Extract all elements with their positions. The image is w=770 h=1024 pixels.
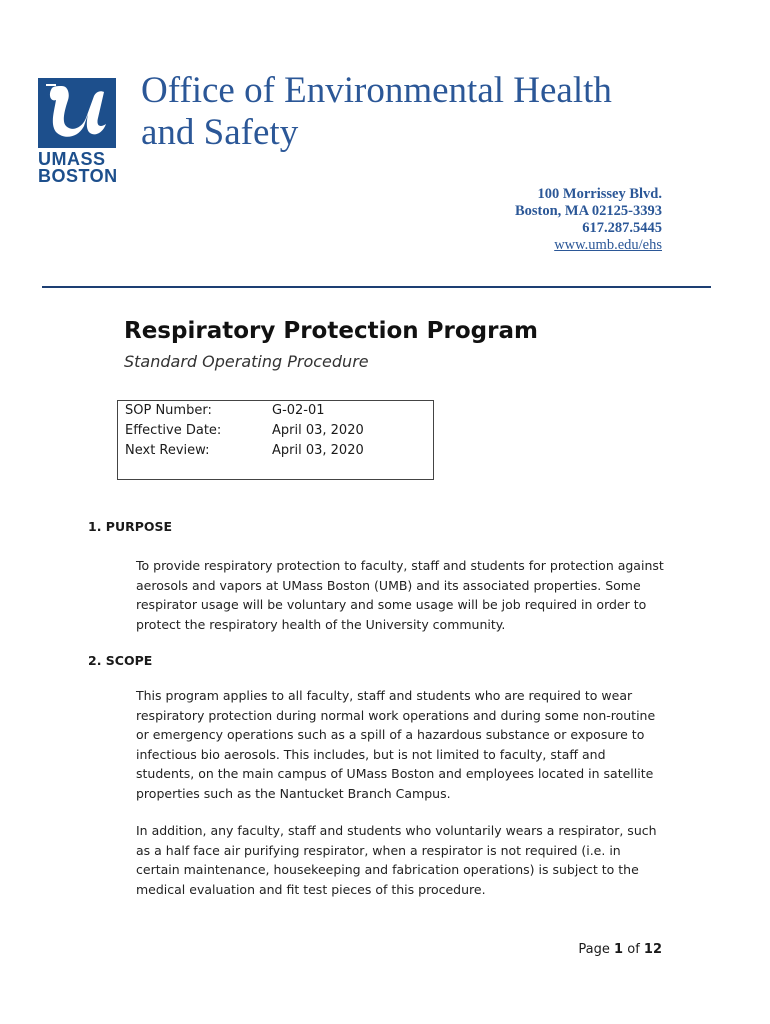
logo-umass-text: UMASS <box>38 149 106 169</box>
website-link[interactable]: www.umb.edu/ehs <box>554 237 662 253</box>
logo-text <box>38 151 118 185</box>
sop-info-box <box>117 400 434 480</box>
scope-heading: 2. SCOPE <box>88 653 153 668</box>
page-label: Page <box>578 942 610 957</box>
address-city: Boston, MA 02125-3393 <box>514 203 662 219</box>
page-of: of <box>627 942 640 957</box>
umass-u-logo-icon <box>38 78 116 148</box>
header-divider <box>42 286 711 288</box>
document-subtitle: Standard Operating Procedure <box>124 352 369 371</box>
info-label: SOP Number: <box>125 403 212 418</box>
address-block <box>515 186 662 254</box>
page-current: 1 <box>614 942 624 957</box>
page-total: 12 <box>643 942 662 957</box>
umass-boston-logo <box>38 78 118 185</box>
info-value: April 03, 2020 <box>272 443 364 458</box>
page-number <box>578 942 662 957</box>
info-label: Effective Date: <box>125 423 222 438</box>
info-value: April 03, 2020 <box>272 423 364 438</box>
logo-boston-text: BOSTON <box>38 166 118 186</box>
info-value: G-02-01 <box>272 403 325 418</box>
info-row-sop-number <box>118 401 433 421</box>
purpose-heading: 1. PURPOSE <box>88 519 173 534</box>
info-label: Next Review: <box>125 443 210 458</box>
document-title: Respiratory Protection Program <box>124 318 538 344</box>
address-phone: 617.287.5445 <box>582 220 662 236</box>
purpose-text: To provide respiratory protection to faculty, staff and students for protection against aerosols and vapors at UMass Boston (UMB) and its associated properties. Some respirator usage will be voluntary and some usage will be job required in order to protect the respiratory health of the University community. <box>136 558 664 632</box>
address-street: 100 Morrissey Blvd. <box>537 186 662 202</box>
info-row-effective-date <box>118 421 433 441</box>
scope-text-2: In addition, any faculty, staff and students who voluntarily wears a respirator, such as a half face air purifying respirator, when a respirator is not required (i.e. in certain maintenance, housekeeping and fabrication operations) is subject to the medical evaluation and fit test pieces of this procedure. <box>136 823 657 897</box>
info-row-next-review <box>118 441 433 461</box>
office-title: Office of Environmental Health and Safety <box>141 70 612 153</box>
scope-text-1: This program applies to all faculty, staff and students who are required to wear respiratory protection during normal work operations and during some non-routine or emergency operations such as a spill of a hazardous substance or exposure to infectious bio aerosols. This includes, but is not limited to faculty, staff and students, on the main campus of UMass Boston and employees located in satellite properties such as the Nantucket Branch Campus. <box>136 688 656 801</box>
